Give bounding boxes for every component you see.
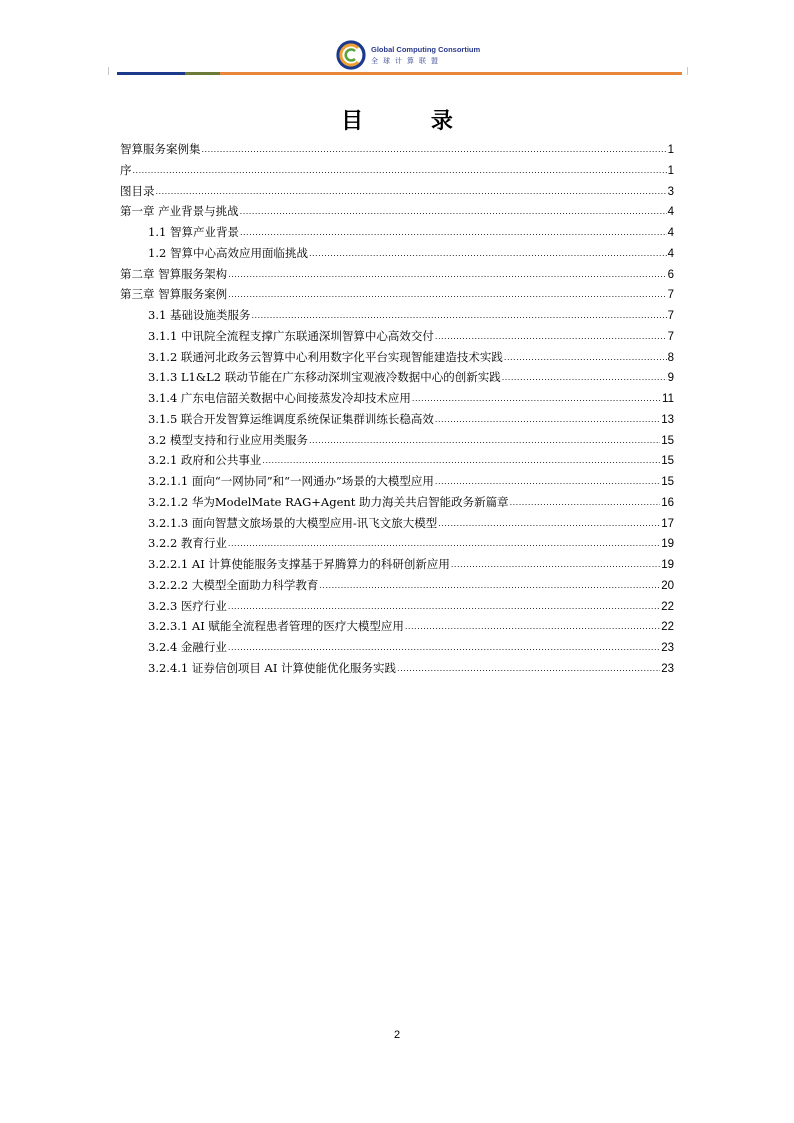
toc-entry-page: 23	[661, 642, 674, 654]
toc-dot-leader	[435, 410, 660, 431]
toc-dot-leader	[228, 265, 666, 286]
toc-entry-page: 16	[661, 496, 674, 509]
toc-entry-page: 1	[667, 164, 674, 177]
toc-dot-leader	[228, 285, 666, 306]
toc-entry[interactable]	[120, 388, 674, 409]
toc-entry[interactable]	[120, 533, 674, 554]
toc-entry[interactable]	[120, 492, 674, 513]
toc-dot-leader	[319, 576, 660, 597]
toc-entry-label: 3.1.3 L1&L2 联动节能在广东移动深圳宝观液冷数据中心的创新实践	[148, 370, 501, 385]
toc-entry-label: 3.2.1 政府和公共事业	[148, 453, 262, 468]
toc-dot-leader	[309, 431, 660, 452]
toc-entry-label: 3.1.1 中讯院全流程支撑广东联通深圳智算中心高效交付	[148, 328, 434, 343]
toc-entry-label: 3.2.2.2 大模型全面助力科学教育	[148, 577, 319, 592]
toc-entry-label: 3.2.1.1 面向“一网协同”和“一网通办”场景的大模型应用	[148, 474, 434, 488]
toc-entry[interactable]	[120, 264, 674, 285]
toc-dot-leader	[451, 555, 660, 576]
toc-entry-page: 4	[667, 227, 674, 239]
toc-entry-label: 3.1.4 广东电信韶关数据中心间接蒸发冷却技术应用	[148, 391, 411, 405]
toc-entry-page: 9	[667, 372, 674, 385]
toc-dot-leader	[240, 223, 667, 244]
toc-entry-label: 3.2.4.1 证券信创项目 AI 计算使能优化服务实践	[148, 660, 397, 675]
toc-title: 目 录	[341, 109, 483, 134]
toc-entry-page: 4	[667, 247, 674, 260]
toc-entry[interactable]	[120, 637, 674, 658]
toc-entry-page: 13	[661, 413, 674, 426]
header-tick-right	[687, 67, 688, 75]
toc-entry[interactable]	[120, 139, 674, 160]
toc-dot-leader	[133, 161, 667, 182]
toc-entry-label: 3.2.2.1 AI 计算使能服务支撑基于昇腾算力的科研创新应用	[148, 557, 450, 571]
toc-dot-leader	[309, 244, 667, 265]
toc-entry-label: 图目录	[120, 183, 155, 198]
toc-dot-leader	[502, 368, 667, 389]
toc-entry-label: 智算服务案例集	[120, 142, 201, 156]
toc-entry-page: 15	[661, 434, 674, 447]
toc-entry-label: 3.2.3 医疗行业	[148, 598, 227, 613]
toc-entry-label: 3.2.4 金融行业	[148, 640, 227, 654]
toc-dot-leader	[240, 202, 667, 223]
toc-dot-leader	[405, 617, 660, 638]
toc-entry-label: 3.2.2 教育行业	[148, 536, 227, 551]
toc-entry-page: 4	[667, 206, 674, 219]
toc-entry[interactable]	[120, 222, 674, 243]
gcc-logo-icon	[336, 40, 366, 70]
toc-entry-page: 22	[661, 621, 674, 634]
header-tick-left	[108, 67, 109, 75]
toc-entry[interactable]	[120, 513, 674, 534]
toc-entry-page: 23	[661, 662, 674, 675]
toc-entry[interactable]	[120, 471, 674, 492]
toc-dot-leader	[228, 597, 660, 618]
toc-dot-leader	[251, 306, 666, 327]
toc-entry-label: 3.1.5 联合开发智算运维调度系统保证集群训练长稳高效	[148, 411, 434, 426]
toc-entry-page: 17	[661, 517, 674, 530]
toc-entry-label: 3.2 模型支持和行业应用类服务	[148, 432, 308, 447]
toc-entry-page: 15	[661, 455, 674, 468]
toc-dot-leader	[435, 472, 660, 493]
toc-entry-label: 序	[120, 162, 132, 177]
toc-entry-label: 3.2.1.3 面向智慧文旅场景的大模型应用-讯飞文旅大模型	[148, 515, 438, 530]
toc-entry[interactable]	[120, 554, 674, 575]
toc-entry-label: 1.1 智算产业背景	[148, 225, 239, 239]
gcc-logo	[336, 40, 481, 70]
toc-entry[interactable]	[120, 430, 674, 451]
page-header	[0, 0, 794, 80]
toc-dot-leader	[397, 659, 660, 680]
toc-entry-page: 1	[667, 144, 674, 156]
toc-entry[interactable]	[120, 201, 674, 222]
toc-dot-leader	[156, 182, 667, 203]
toc-dot-leader	[228, 534, 660, 555]
toc-entry[interactable]	[120, 181, 674, 202]
toc-entry-page: 11	[662, 393, 674, 405]
header-rule-blue	[117, 72, 185, 75]
toc-dot-leader	[228, 638, 660, 659]
toc-dot-leader	[438, 514, 660, 535]
toc-dot-leader	[262, 451, 660, 472]
toc-entry-label: 3.2.1.2 华为ModelMate RAG+Agent 助力海关共启智能政务新篇章	[148, 494, 509, 509]
toc-entry[interactable]	[120, 347, 674, 368]
toc-entry-page: 8	[667, 351, 674, 364]
toc-entry[interactable]	[120, 658, 674, 679]
toc-entry-label: 3.2.3.1 AI 赋能全流程患者管理的医疗大模型应用	[148, 619, 404, 634]
toc-entry[interactable]	[120, 284, 674, 305]
toc-entry-label: 第一章 产业背景与挑战	[120, 204, 239, 219]
toc-entry-page: 7	[667, 289, 674, 302]
toc-entry-label: 第三章 智算服务案例	[120, 287, 228, 302]
toc-entry-page: 19	[661, 538, 674, 551]
toc-entry[interactable]	[120, 326, 674, 347]
toc-dot-leader	[435, 327, 667, 348]
toc-entry[interactable]	[120, 616, 674, 637]
toc-entry-label: 第二章 智算服务架构	[120, 266, 228, 281]
toc-entry-page: 7	[667, 310, 674, 322]
toc-entry[interactable]	[120, 367, 674, 388]
toc-dot-leader	[202, 140, 667, 161]
toc-entry[interactable]	[120, 409, 674, 430]
toc-entry[interactable]	[120, 450, 674, 471]
toc-dot-leader	[504, 348, 667, 369]
toc-entry-label: 3.1.2 联通河北政务云智算中心利用数字化平台实现智能建造技术实践	[148, 349, 503, 364]
toc-entry-page: 19	[661, 559, 674, 571]
toc-entry-page: 7	[667, 330, 674, 343]
toc-entry-page: 6	[667, 268, 674, 281]
toc-entry-label: 3.1 基础设施类服务	[148, 308, 251, 322]
toc-entry[interactable]	[120, 160, 674, 181]
header-rule-orange	[220, 72, 682, 75]
table-of-contents	[120, 139, 674, 679]
page-number: 2	[393, 1029, 401, 1041]
logo-text-chinese: 全球计算联盟	[371, 57, 443, 65]
toc-entry[interactable]	[120, 305, 674, 326]
toc-entry[interactable]	[120, 243, 674, 264]
toc-dot-leader	[412, 389, 661, 410]
toc-entry[interactable]	[120, 596, 674, 617]
toc-entry-page: 15	[661, 476, 674, 488]
logo-text-english: Global Computing Consortium	[371, 45, 481, 54]
toc-entry-page: 20	[661, 579, 674, 592]
toc-dot-leader	[510, 493, 661, 514]
header-rule-olive	[185, 72, 220, 75]
toc-entry[interactable]	[120, 575, 674, 596]
toc-entry-page: 22	[661, 600, 674, 613]
toc-entry-label: 1.2 智算中心高效应用面临挑战	[148, 245, 308, 260]
toc-entry-page: 3	[667, 185, 674, 198]
